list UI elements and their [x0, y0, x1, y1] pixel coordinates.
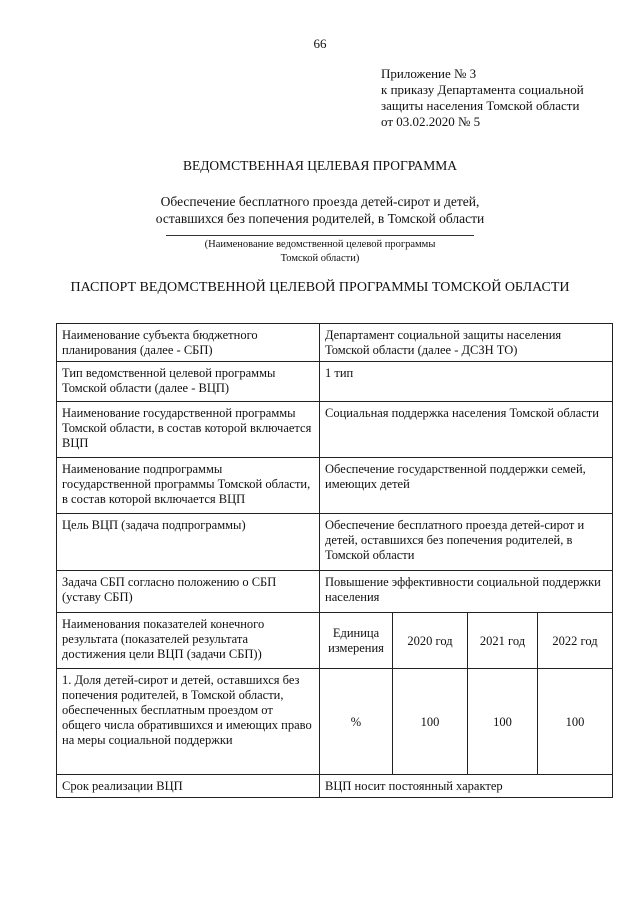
row-label: Наименование подпрограммы государственной программы Томской области, в состав которой включается ВЦП [57, 458, 320, 514]
appendix-line: защиты населения Томской области [381, 98, 580, 113]
row-label: Задача СБП согласно положению о СБП (уставу СБП) [57, 571, 320, 613]
row-value: ВЦП носит постоянный характер [320, 775, 613, 798]
table-row [57, 775, 613, 798]
passport-title: ПАСПОРТ ВЕДОМСТВЕННОЙ ЦЕЛЕВОЙ ПРОГРАММЫ ТОМСКОЙ ОБЛАСТИ [70, 280, 570, 295]
row-value: Социальная поддержка населения Томской области [320, 402, 613, 458]
page-number: 66 [313, 36, 327, 51]
caption-line: (Наименование ведомственной целевой программы [204, 239, 436, 250]
passport-table [56, 323, 613, 798]
appendix-line: Приложение № 3 [381, 66, 477, 81]
table-row [57, 613, 613, 669]
row-label: Наименования показателей конечного результата (показателей результата достижения цели ВЦП (задачи СБП)) [57, 613, 320, 669]
underline-rule [166, 235, 474, 236]
row-value: 1 тип [320, 362, 613, 402]
year-header: 2021 год [468, 613, 538, 669]
row-value: Повышение эффективности социальной поддержки населения [320, 571, 613, 613]
table-row [57, 458, 613, 514]
value-cell: 100 [538, 669, 613, 775]
appendix-block [381, 66, 584, 130]
table-row [57, 514, 613, 571]
appendix-line: к приказу Департамента социальной [381, 82, 584, 97]
row-label: Срок реализации ВЦП [57, 775, 320, 798]
unit-cell: % [320, 669, 393, 775]
caption-line: Томской области) [280, 253, 360, 264]
row-value: Обеспечение государственной поддержки семей, имеющих детей [320, 458, 613, 514]
program-name-caption [0, 238, 640, 266]
table-row [57, 362, 613, 402]
row-label: Тип ведомственной целевой программы Томской области (далее - ВЦП) [57, 362, 320, 402]
row-label: Цель ВЦП (задача подпрограммы) [57, 514, 320, 571]
program-name [0, 193, 640, 227]
table-row [57, 571, 613, 613]
appendix-line: от 03.02.2020 № 5 [381, 114, 481, 129]
table-row [57, 669, 613, 775]
program-name-line: оставшихся без попечения родителей, в Томской области [155, 211, 485, 226]
year-header: 2020 год [393, 613, 468, 669]
row-value: Департамент социальной защиты населения Томской области (далее - ДСЗН ТО) [320, 324, 613, 362]
program-title: ВЕДОМСТВЕННАЯ ЦЕЛЕВАЯ ПРОГРАММА [182, 158, 458, 173]
table-row [57, 402, 613, 458]
program-name-line: Обеспечение бесплатного проезда детей-сирот и детей, [160, 194, 480, 209]
value-cell: 100 [468, 669, 538, 775]
year-header: 2022 год [538, 613, 613, 669]
value-cell: 100 [393, 669, 468, 775]
unit-header: Единица измерения [320, 613, 393, 669]
row-value: Обеспечение бесплатного проезда детей-сирот и детей, оставшихся без попечения родителей, в Томской области [320, 514, 613, 571]
row-label: 1. Доля детей-сирот и детей, оставшихся без попечения родителей, в Томской области, обеспеченных бесплатным проездом от общего числа обратившихся и имеющих право на меры социальной поддержки [57, 669, 320, 775]
table-row [57, 324, 613, 362]
row-label: Наименование субъекта бюджетного планирования (далее - СБП) [57, 324, 320, 362]
row-label: Наименование государственной программы Томской области, в состав которой включается ВЦП [57, 402, 320, 458]
